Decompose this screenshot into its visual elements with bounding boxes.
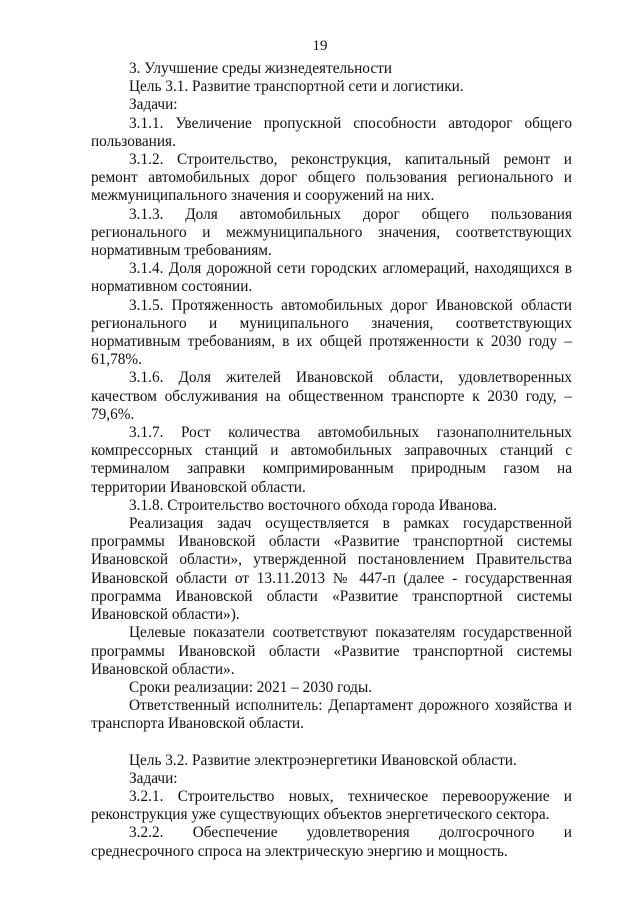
page-number: 19: [312, 38, 328, 54]
goal-3-2-title: Цель 3.2. Развитие электроэнергетики Ивановской области.: [129, 751, 517, 769]
task-3-1-7: 3.1.7. Рост количества автомобильных газонаполнительных компрессорных станций и автомобильных заправочных станций с терминалом заправки компримированным природным газом на территории Ивановской области.: [91, 424, 572, 496]
tasks-label: Задачи:: [129, 96, 178, 114]
task-3-1-1: 3.1.1. Увеличение пропускной способности автодорог общего пользования.: [91, 114, 572, 150]
task-3-1-8: 3.1.8. Строительство восточного обхода города Иванова.: [129, 496, 497, 514]
task-3-2-1: 3.2.1. Строительство новых, техническое перевооружение и реконструкция уже существующих объектов энергетического сектора.: [91, 787, 572, 824]
task-3-2-2: 3.2.2. Обеспечение удовлетворения долгосрочного и среднесрочного спроса на электрическую энергию и мощность.: [91, 824, 572, 860]
task-3-1-6: 3.1.6. Доля жителей Ивановской области, удовлетворенных качеством обслуживания на общественном транспорте к 2030 году, – 79,6%.: [91, 369, 572, 423]
section-heading: 3. Улучшение среды жизнедеятельности: [129, 60, 392, 77]
paragraph-spacer: [91, 734, 572, 752]
timeline-paragraph: Сроки реализации: 2021 – 2030 годы.: [129, 678, 373, 696]
implementation-paragraph: Реализация задач осуществляется в рамках государственной программы Ивановской области «Развитие транспортной системы Ивановской области», утвержденной постановлением Правительства Ивановской области от 13.11.2013 № 447-п (далее - государственная программа Ивановской области «Развитие транспортной системы Ивановской области»).: [91, 515, 572, 624]
document-body: [91, 60, 572, 861]
indicators-paragraph: Целевые показатели соответствуют показателям государственной программы Ивановской области «Развитие транспортной системы Ивановской области».: [91, 624, 572, 678]
tasks-label: Задачи:: [129, 769, 178, 787]
task-3-1-2: 3.1.2. Строительство, реконструкция, капитальный ремонт и ремонт автомобильных дорог общего пользования регионального и межмуниципального значения и сооружений на них.: [91, 151, 572, 205]
task-3-1-4: 3.1.4. Доля дорожной сети городских агломераций, находящихся в нормативном состоянии.: [91, 260, 572, 296]
goal-3-1-title: Цель 3.1. Развитие транспортной сети и логистики.: [129, 78, 464, 96]
task-3-1-5: 3.1.5. Протяженность автомобильных дорог Ивановской области регионального и муниципального значения, соответствующих нормативным требованиям, в их общей протяженности к 2030 году – 61,78%.: [91, 296, 572, 369]
executor-paragraph: Ответственный исполнитель: Департамент дорожного хозяйства и транспорта Ивановской области.: [91, 697, 572, 733]
task-3-1-3: 3.1.3. Доля автомобильных дорог общего пользования регионального и межмуниципального значения, соответствующих нормативным требованиям.: [91, 205, 572, 260]
